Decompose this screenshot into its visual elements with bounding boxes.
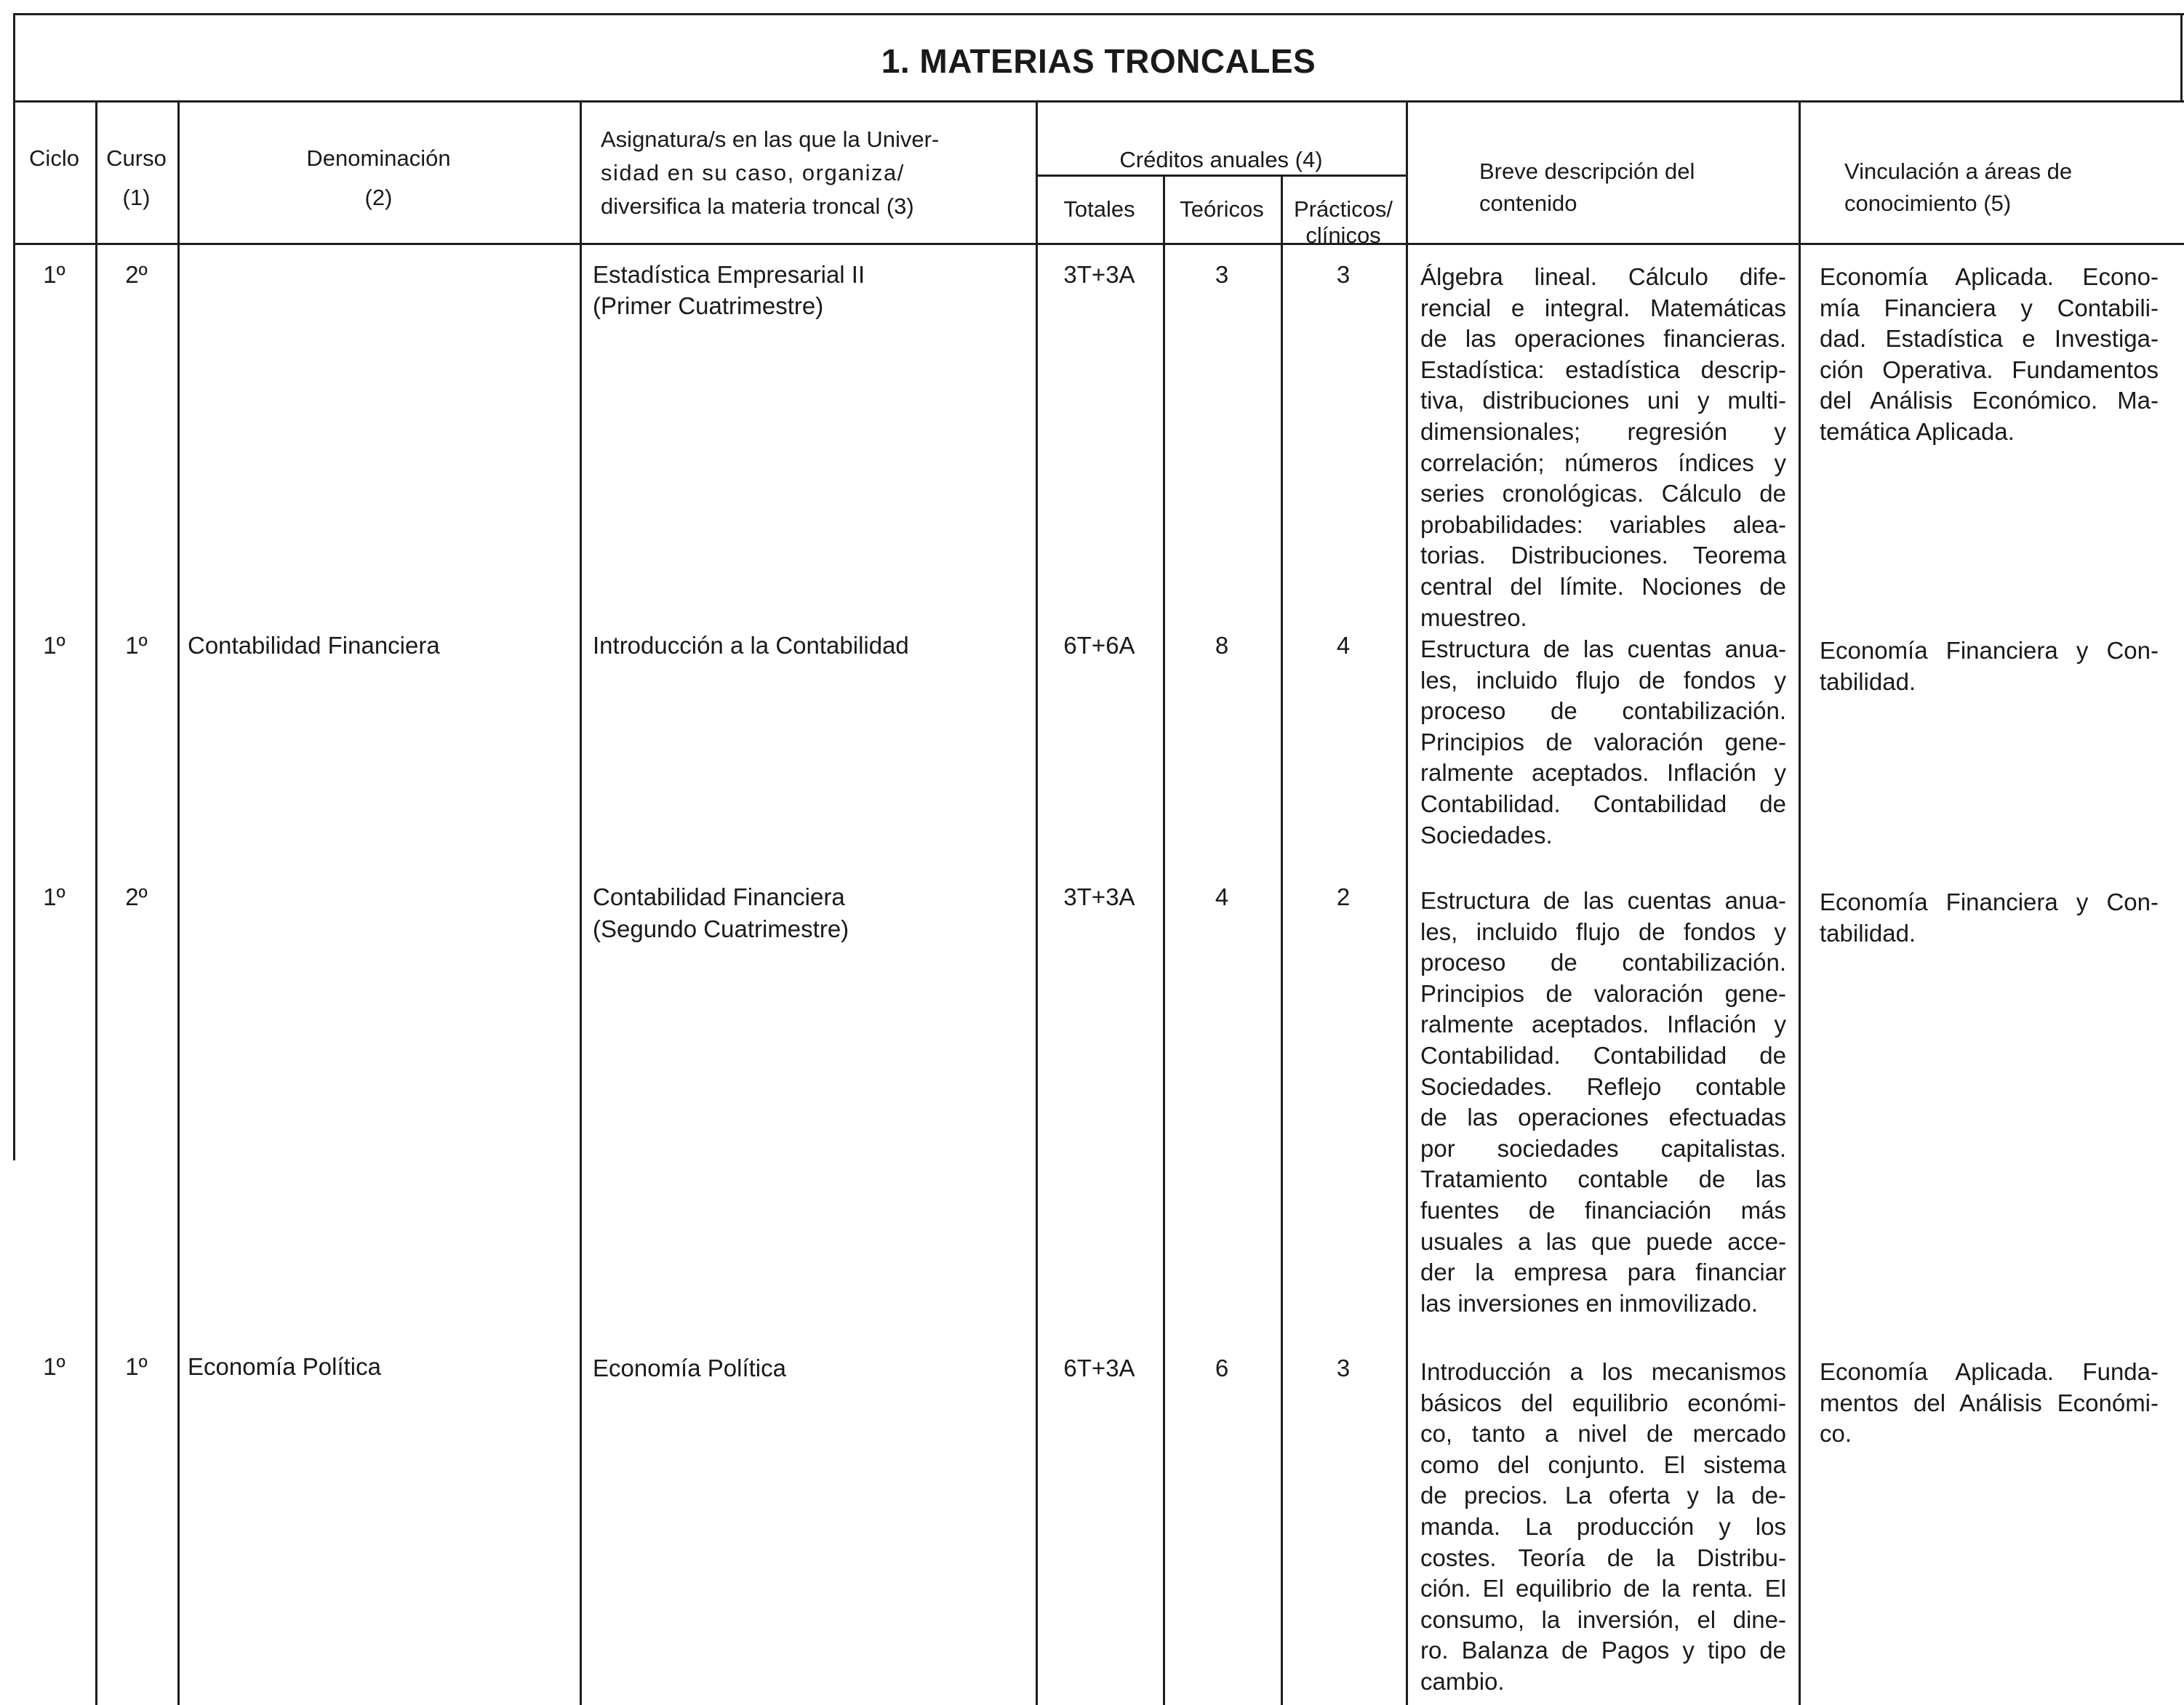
header-denominacion-note: (2) [364, 185, 393, 210]
cell-teoricos: 3 [1215, 261, 1229, 288]
cell-totales: 3T+3A [1063, 883, 1135, 910]
cell-descripcion [1420, 634, 1786, 851]
descripcion-line: Sociedades. [1420, 821, 1553, 849]
descripcion-line: les, incluido flujo de fondos y [1420, 918, 1786, 945]
descripcion-line: Estructura de las cuentas anua- [1420, 635, 1786, 662]
descripcion-line: les, incluido flujo de fondos y [1420, 666, 1786, 694]
cell-asignatura-line-1: Contabilidad Financiera [593, 883, 845, 910]
header-vinculacion-line-2: conocimiento (5) [1844, 190, 2012, 216]
cell-curso: 1º [125, 632, 148, 659]
header-practicos-line-2: clínicos [1305, 222, 1381, 248]
cell-asignatura-line-2: (Segundo Cuatrimestre) [593, 915, 849, 942]
col-divider-totales [1163, 174, 1165, 1705]
descripcion-line: probabilidades: variables alea- [1420, 510, 1786, 538]
header-creditos: Créditos anuales (4) [1119, 147, 1323, 172]
descripcion-line: Principios de valoración gene- [1420, 728, 1786, 755]
cell-asignatura-line-1: Economía Política [593, 1355, 786, 1381]
cell-curso: 2º [125, 261, 148, 288]
descripcion-line: Tratamiento contable de las [1420, 1166, 1786, 1193]
descripcion-line: correlación; números índices y [1420, 449, 1786, 476]
header-ciclo: Ciclo [29, 145, 79, 171]
header-totales: Totales [1063, 196, 1135, 222]
header-bottom-rule [13, 243, 2184, 245]
descripcion-line: manda. La producción y los [1420, 1512, 1786, 1540]
col-divider-denominacion [580, 100, 582, 1705]
descripcion-line: costes. Teoría de la Distribu- [1420, 1544, 1786, 1571]
cell-descripcion [1420, 262, 1786, 633]
vinculacion-line: Economía Aplicada. Econo- [1820, 263, 2159, 290]
header-practicos-line-1: Prácticos/ [1293, 196, 1393, 222]
vinculacion-line: Economía Financiera y Con- [1820, 888, 2159, 915]
table-top-border [13, 13, 2184, 15]
descripcion-line: central del límite. Nociones de [1420, 572, 1786, 600]
descripcion-line: cambio. [1420, 1667, 1505, 1695]
descripcion-line: rencial e integral. Matemáticas [1420, 294, 1786, 321]
vinculacion-line: dad. Estadística e Investiga- [1820, 325, 2159, 353]
descripcion-line: torias. Distribuciones. Teorema [1420, 542, 1786, 569]
descripcion-line: Contabilidad. Contabilidad de [1420, 790, 1786, 817]
cell-practicos: 4 [1336, 632, 1351, 659]
header-teoricos: Teóricos [1180, 196, 1264, 222]
descripcion-line: por sociedades capitalistas. [1420, 1134, 1786, 1162]
col-divider-curso [177, 100, 180, 1705]
descripcion-line: tiva, distribuciones uni y multi- [1420, 387, 1786, 414]
descripcion-line: Estructura de las cuentas anua- [1420, 887, 1786, 914]
cell-teoricos: 4 [1215, 883, 1229, 910]
cell-totales: 6T+3A [1063, 1355, 1135, 1381]
descripcion-line: Contabilidad. Contabilidad de [1420, 1041, 1786, 1069]
cell-asignatura-line-1: Estadística Empresarial II [593, 261, 865, 288]
descripcion-line: proceso de contabilización. [1420, 697, 1786, 725]
cell-denominacion: Contabilidad Financiera [188, 632, 440, 659]
descripcion-line: las inversiones en inmovilizado. [1420, 1289, 1759, 1317]
vinculacion-line: tabilidad. [1820, 667, 1916, 695]
descripcion-line: Estadística: estadística descrip- [1420, 356, 1786, 383]
cell-denominacion: Economía Política [188, 1353, 381, 1380]
cell-descripcion [1420, 1357, 1786, 1698]
descripcion-line: de las operaciones efectuadas [1420, 1104, 1786, 1131]
header-descripcion-line-1: Breve descripción del [1479, 159, 1695, 184]
title-bottom-rule [13, 100, 2184, 103]
header-denominacion: Denominación [306, 145, 451, 171]
descripcion-line: básicos del equilibrio económi- [1420, 1389, 1786, 1416]
cell-ciclo: 1º [43, 632, 65, 659]
descripcion-line: Álgebra lineal. Cálculo dife- [1420, 263, 1786, 290]
cell-practicos: 3 [1336, 1355, 1351, 1381]
cell-asignatura-line-2: (Primer Cuatrimestre) [593, 292, 824, 319]
cell-vinculacion [1820, 887, 2159, 949]
descripcion-line: Introducción a los mecanismos [1420, 1358, 1786, 1385]
vinculacion-line: Economía Aplicada. Funda- [1820, 1358, 2159, 1385]
cell-ciclo: 1º [43, 261, 65, 288]
cell-curso: 1º [125, 1353, 148, 1380]
descripcion-line: ralmente aceptados. Inflación y [1420, 759, 1786, 787]
descripcion-line: der la empresa para financiar [1420, 1259, 1786, 1286]
vinculacion-line: co. [1820, 1420, 1852, 1448]
page-title: 1. MATERIAS TRONCALES [881, 42, 1316, 80]
cell-ciclo: 1º [43, 1353, 65, 1380]
col-divider-creditos [1406, 100, 1408, 1705]
header-asignatura-line-1: Asignatura/s en las que la Univer- [601, 127, 940, 152]
descripcion-line: proceso de contabilización. [1420, 949, 1786, 976]
col-divider-descripcion [1799, 100, 1801, 1705]
descripcion-line: fuentes de financiación más [1420, 1196, 1786, 1224]
descripcion-line: muestreo. [1420, 603, 1527, 631]
descripcion-line: usuales a las que puede acce- [1420, 1227, 1786, 1255]
cell-totales: 6T+6A [1063, 632, 1135, 659]
cell-vinculacion [1820, 262, 2159, 448]
cell-teoricos: 8 [1215, 632, 1229, 659]
vinculacion-line: mía Financiera y Contabili- [1820, 294, 2159, 321]
header-descripcion-line-2: contenido [1479, 190, 1577, 216]
descripcion-line: Sociedades. Reflejo contable [1420, 1072, 1786, 1100]
descripcion-line: como del conjunto. El sistema [1420, 1451, 1786, 1478]
cell-descripcion [1420, 886, 1786, 1319]
header-curso: Curso [106, 145, 167, 171]
table-left-border [13, 13, 15, 1160]
vinculacion-line: tabilidad. [1820, 919, 1916, 947]
header-asignatura-line-2: sidad en su caso, organiza/ [601, 160, 905, 185]
descripcion-line: de precios. La oferta y la de- [1420, 1482, 1786, 1509]
header-vinculacion-line-1: Vinculación a áreas de [1844, 159, 2073, 184]
descripcion-line: ralmente aceptados. Inflación y [1420, 1011, 1786, 1038]
descripcion-line: Principios de valoración gene- [1420, 979, 1786, 1007]
vinculacion-line: ción Operativa. Fundamentos [1820, 356, 2159, 383]
cell-vinculacion [1820, 635, 2159, 697]
cell-asignatura-line-1: Introducción a la Contabilidad [593, 632, 909, 659]
cell-totales: 3T+3A [1063, 261, 1135, 288]
cell-practicos: 3 [1336, 261, 1351, 288]
cell-vinculacion [1820, 1357, 2159, 1450]
cell-teoricos: 6 [1215, 1355, 1229, 1381]
vinculacion-line: temática Aplicada. [1820, 417, 2015, 445]
descripcion-line: series cronológicas. Cálculo de [1420, 480, 1786, 508]
descripcion-line: ro. Balanza de Pagos y tipo de [1420, 1637, 1786, 1664]
col-divider-teoricos [1281, 174, 1283, 1705]
cell-ciclo: 1º [43, 883, 65, 910]
header-curso-note: (1) [122, 185, 151, 210]
vinculacion-line: del Análisis Económico. Ma- [1820, 387, 2159, 414]
descripcion-line: dimensionales; regresión y [1420, 417, 1786, 445]
descripcion-line: ción. El equilibrio de la renta. El [1420, 1575, 1786, 1602]
header-asignatura-line-3: diversifica la materia troncal (3) [601, 193, 914, 219]
vinculacion-line: Economía Financiera y Con- [1820, 637, 2159, 664]
cell-practicos: 2 [1336, 883, 1351, 910]
descripcion-line: co, tanto a nivel de mercado [1420, 1420, 1786, 1448]
descripcion-line: consumo, la inversión, el dine- [1420, 1605, 1786, 1633]
vinculacion-line: mentos del Análisis Económi- [1820, 1389, 2159, 1416]
descripcion-line: de las operaciones financieras. [1420, 325, 1786, 353]
cell-curso: 2º [125, 883, 148, 910]
